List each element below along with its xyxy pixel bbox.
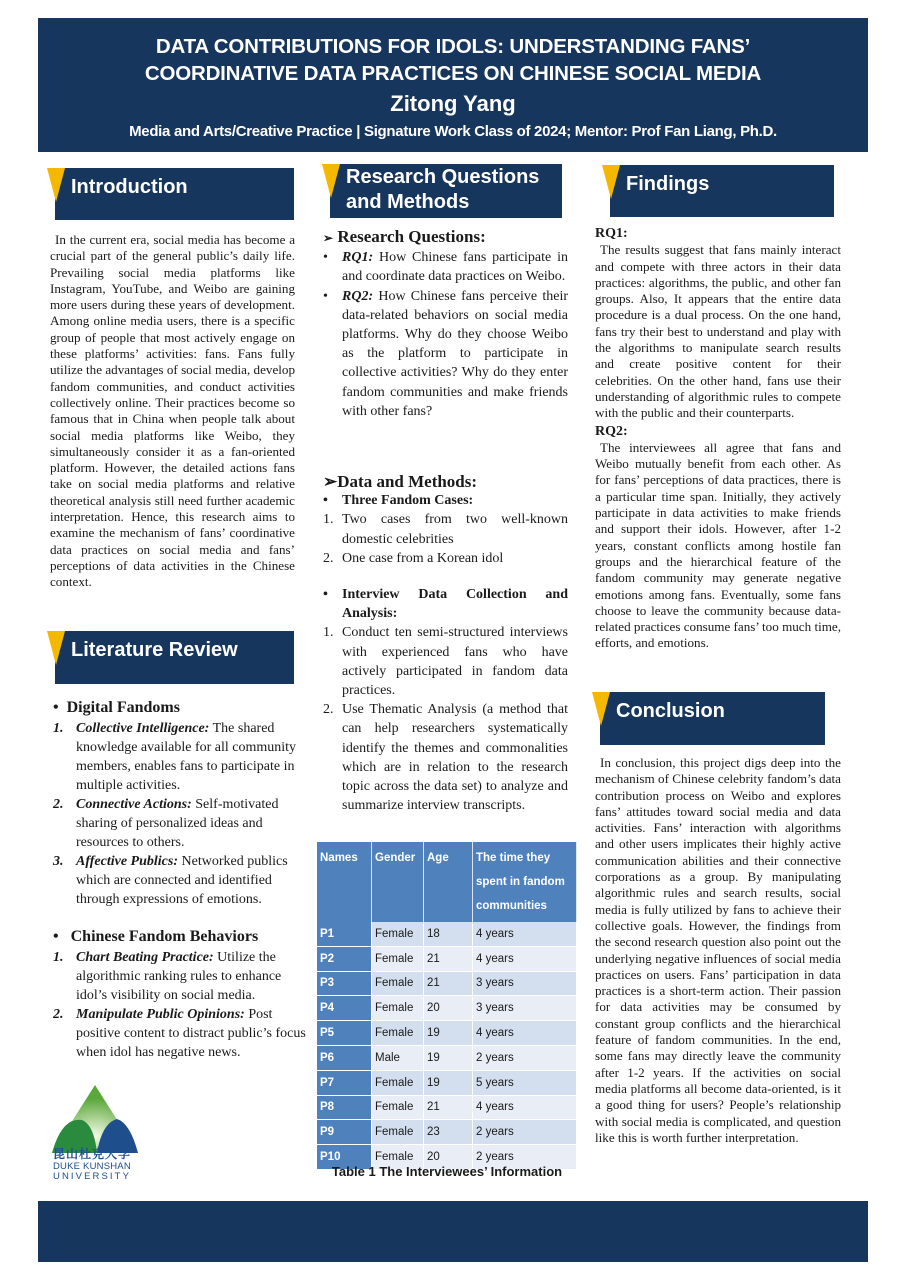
name-cell: P7 (317, 1070, 372, 1095)
item-text: One case from a Korean idol (342, 550, 504, 566)
age-cell: 21 (424, 1095, 473, 1120)
conclusion-text (595, 755, 841, 1146)
introduction-paragraph: In the current era, social media has become a crucial part of the general public’s daily life. Prevailing social media platforms like Instagram, YouTube, and Weibo are gaining more users during these years of development. Among online media users, there is a specific group of people that most actively engage on these platforms’ activities: fans. Fans fully utilize the advantages of social media, develop fandom communities, and conduct activities collectively online. Their practices become so famous that in China when people talk about social media platforms like Weibo, they simultaneously consider it as a fan-oriented platform. However, the detailed actions fans take on social media platforms and relative theoretical analysis still need further academic interpretation. Hence, this research aims to examine the mechanism of fans’ coordinative data practices on social media and fans’ perceptions of data activities in the Chinese context. (50, 232, 295, 590)
age-cell: 21 (424, 971, 473, 996)
table-row (317, 1120, 577, 1145)
section-title: Conclusion (616, 700, 725, 722)
rq1-item (323, 248, 568, 286)
accent-triangle-icon (602, 165, 620, 199)
introduction-text (50, 232, 295, 591)
bullet-icon: • (323, 587, 328, 603)
literature-review-heading (55, 631, 294, 684)
sub-heading-text: Interview Data Collection and Analysis: (342, 587, 568, 622)
case-item (323, 510, 568, 548)
time-cell: 2 years (473, 1120, 577, 1145)
age-cell: 23 (424, 1120, 473, 1145)
age-cell: 20 (424, 1145, 473, 1170)
conclusion-heading (600, 692, 825, 745)
findings-text (595, 226, 841, 652)
age-cell: 19 (424, 1045, 473, 1070)
heading-line-2: and Methods (346, 191, 470, 213)
column-header: Gender (372, 842, 424, 922)
name-cell: P2 (317, 946, 372, 971)
header-banner (38, 18, 868, 152)
item-text: Post positive content to distract public’s focus when idol has negative news. (76, 1007, 306, 1060)
name-cell: P3 (317, 971, 372, 996)
arrow-bullet-icon: ➢ (323, 472, 338, 491)
time-cell: 2 years (473, 1145, 577, 1170)
table-caption: Table 1 The Interviewees’ Information (331, 1164, 563, 1179)
item-number: 1. (323, 512, 334, 528)
research-questions-heading (323, 227, 568, 248)
item-text: The shared knowledge available for all community members, enables fans to participate in multiple activities. (76, 721, 297, 793)
item-number: 1. (323, 625, 334, 641)
logo-chinese-text: 昆山杜克大学 (53, 1147, 132, 1161)
section-title: Introduction (71, 176, 188, 198)
time-cell: 3 years (473, 971, 577, 996)
literature-list (53, 698, 315, 1062)
table-row (317, 1070, 577, 1095)
item-term: Connective Actions: (76, 797, 192, 812)
item-text: Two cases from two well-known domestic celebrities (342, 512, 568, 547)
time-cell: 4 years (473, 1021, 577, 1046)
footer-bar (38, 1201, 868, 1262)
research-methods-heading (330, 164, 562, 218)
item-term: Affective Publics: (76, 854, 178, 869)
item-text: Use Thematic Analysis (a method that can help researchers systematically identify the themes and commonalities which are in relation to the research topic across the data set) to analyze and summarize interview transcripts. (342, 702, 568, 814)
table-row (317, 1045, 577, 1070)
section-title (346, 165, 539, 215)
rq-text: How Chinese fans participate in and coordinate data practices on Weibo. (342, 250, 568, 285)
item-number: 3. (53, 854, 64, 869)
accent-triangle-icon (592, 692, 610, 726)
column-header: Names (317, 842, 372, 922)
column-header: The time they spent in fandom communities (473, 842, 577, 922)
section-title: Literature Review (71, 639, 238, 661)
list-item (53, 852, 315, 909)
gender-cell: Female (372, 996, 424, 1021)
bullet-icon: • (323, 493, 328, 509)
name-cell: P10 (317, 1145, 372, 1170)
rq2-item (323, 287, 568, 421)
interview-heading (323, 585, 568, 623)
gender-cell: Female (372, 1145, 424, 1170)
gender-cell: Female (372, 1095, 424, 1120)
table-row (317, 971, 577, 996)
list-item (53, 795, 315, 852)
name-cell: P1 (317, 922, 372, 946)
item-text: Conduct ten semi-structured interviews with experienced fans who have actively participated in fandom data practices. (342, 625, 568, 699)
name-cell: P5 (317, 1021, 372, 1046)
data-methods-heading (323, 472, 568, 491)
gender-cell: Female (372, 1120, 424, 1145)
interviewees-table (317, 842, 577, 1170)
rq-label: RQ2: (342, 288, 374, 304)
item-number: 2. (53, 1007, 64, 1022)
table-row (317, 1021, 577, 1046)
bullet-icon: • (53, 699, 59, 716)
time-cell: 5 years (473, 1070, 577, 1095)
group-digital-fandoms (53, 698, 315, 717)
group-title: Chinese Fandom Behaviors (70, 928, 259, 945)
accent-triangle-icon (47, 631, 65, 665)
list-item (53, 948, 315, 1005)
heading-text: Data and Methods: (337, 472, 478, 491)
table-header-row (317, 842, 577, 922)
age-cell: 18 (424, 922, 473, 946)
gender-cell: Female (372, 922, 424, 946)
group-title: Digital Fandoms (66, 699, 180, 716)
rq1-findings: The results suggest that fans mainly interact and compete with three actors in their data practices: algorithms, the public, and other fan groups. Also, It appears that the entire data procedure is a dual process. On the one hand, fans try their best to understand and play with the algorithms to manipulate search results and create positive content for their celebrities. On the other hand, fans use their understanding of algorithmic rules to compete with the public and their counterparts. (595, 242, 841, 421)
rq2-findings: The interviewees all agree that fans and Weibo mutually benefit from each other. As for fans’ perceptions of data practices, there is a particular time span. Initially, they actively participate in data activities to make friends and support their idols. However, after 1-2 years, constant conflicts among hostile fan groups and the hierarchical feature of the fandom community may generate negative emotions among fans. Eventually, some fans choose to leave the community because data-related practices consume fans’ too much time, efforts, and emotions. (595, 439, 841, 651)
name-cell: P4 (317, 996, 372, 1021)
heading-line-1: Research Questions (346, 166, 540, 188)
time-cell: 3 years (473, 996, 577, 1021)
gender-cell: Female (372, 1070, 424, 1095)
item-term: Collective Intelligence: (76, 721, 210, 736)
table-row (317, 1095, 577, 1120)
item-number: 2. (323, 550, 334, 566)
poster-subtitle: Media and Arts/Creative Practice | Signature Work Class of 2024; Mentor: Prof Fan Liang, Ph.D. (129, 123, 777, 140)
time-cell: 4 years (473, 946, 577, 971)
item-term: Chart Beating Practice: (76, 950, 214, 965)
section-title: Findings (626, 173, 710, 195)
case-item (323, 549, 568, 568)
author-name: Zitong Yang (390, 91, 516, 116)
item-number: 1. (53, 721, 64, 736)
rq1-label: RQ1: (595, 226, 628, 241)
title-line-1: DATA CONTRIBUTIONS FOR IDOLS: UNDERSTANDING FANS’ (155, 35, 751, 58)
age-cell: 19 (424, 1070, 473, 1095)
name-cell: P8 (317, 1095, 372, 1120)
title-line-2: COORDINATIVE DATA PRACTICES ON CHINESE SOCIAL MEDIA (144, 62, 762, 85)
introduction-heading (55, 168, 294, 220)
bullet-icon: • (323, 250, 328, 266)
item-text: Self-motivated sharing of personalized ideas and resources to others. (76, 797, 279, 850)
item-term: Manipulate Public Opinions: (76, 1007, 245, 1022)
group-chinese-fandom-behaviors (53, 927, 315, 946)
cases-heading (323, 491, 568, 510)
gender-cell: Female (372, 946, 424, 971)
name-cell: P9 (317, 1120, 372, 1145)
logo-english-line-1: DUKE KUNSHAN (53, 1161, 131, 1172)
accent-triangle-icon (322, 164, 340, 198)
gender-cell: Female (372, 1021, 424, 1046)
table-row (317, 922, 577, 946)
rq-label: RQ1: (342, 250, 374, 266)
table-row (317, 946, 577, 971)
age-cell: 20 (424, 996, 473, 1021)
time-cell: 4 years (473, 1095, 577, 1120)
poster-title (38, 33, 868, 87)
gender-cell: Female (372, 971, 424, 996)
heading-text: Research Questions: (337, 227, 486, 246)
column-header: Age (424, 842, 473, 922)
list-item (53, 1005, 315, 1062)
data-and-methods (323, 472, 568, 815)
findings-heading (610, 165, 834, 217)
gender-cell: Male (372, 1045, 424, 1070)
conclusion-paragraph: In conclusion, this project digs deep into the mechanism of Chinese celebrity fandom’s data contribution process on Weibo and explores fans’ attitudes toward social media and data activities. Fans’ interaction with algorithms and other users implicates their highly active communication abilities and their connective corporations as a group. By manipulating algorithmic rules and search results, social media is fully utilized by fans to achieve their collective goals. However, the findings from the second research question also point out the underlying negative influences of social media practices on users. Fans’ participation in data practices is a short-term action. Their passion for data activities may be consumed by constant group conflicts and the hierarchical feature of fandom communities. In the end, some fans may directly leave the community after 1-2 years. If the activities on social media platforms all become data-oriented, is it a good thing for users? People’s relationship with social media is complicated, and question like this is worth further interpretation. (595, 755, 841, 1145)
sub-heading-text: Three Fandom Cases: (342, 493, 474, 509)
time-cell: 4 years (473, 922, 577, 946)
bullet-icon: • (53, 928, 59, 945)
bullet-icon: • (323, 288, 328, 304)
research-questions (323, 227, 568, 421)
age-cell: 21 (424, 946, 473, 971)
rq2-label: RQ2: (595, 423, 628, 439)
rq-text: How Chinese fans perceive their data-related behaviors on social media platforms. Why do they choose Weibo as the platform to participate in collective activities? Why do they enter fandom communities and make friends with other fans? (342, 288, 568, 419)
item-text: Networked publics which are connected and identified through expressions of emotions. (76, 854, 288, 907)
item-text: Utilize the algorithmic ranking rules to enhance idol’s visibility on social media. (76, 950, 282, 1003)
list-item (53, 719, 315, 795)
interview-step (323, 623, 568, 700)
time-cell: 2 years (473, 1045, 577, 1070)
name-cell: P6 (317, 1045, 372, 1070)
arrow-bullet-icon: ➢ (323, 231, 334, 245)
item-number: 1. (53, 950, 64, 965)
logo-english-line-2: UNIVERSITY (53, 1171, 132, 1182)
item-number: 2. (323, 702, 334, 718)
age-cell: 19 (424, 1021, 473, 1046)
accent-triangle-icon (47, 168, 65, 202)
table-row (317, 996, 577, 1021)
item-number: 2. (53, 797, 64, 812)
interview-step (323, 700, 568, 815)
